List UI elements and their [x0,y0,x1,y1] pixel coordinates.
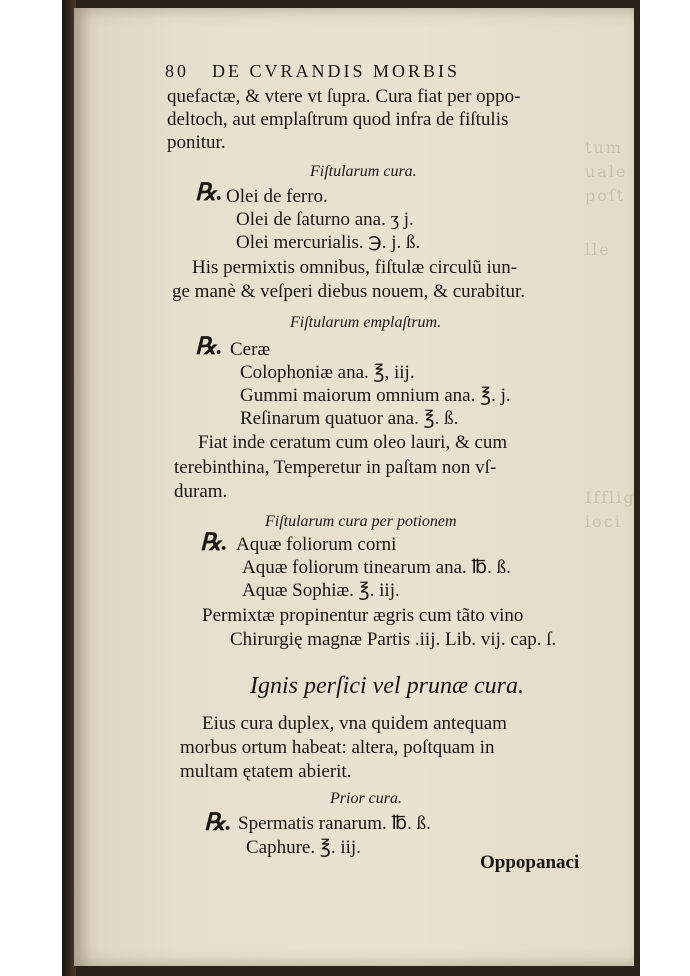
bleed-through-text: lle [585,240,611,259]
recipe-symbol: ℞. [195,334,223,360]
bleed-through-text: poſt [585,186,626,205]
body-line: duram. [174,481,228,502]
body-line: morbus ortum habeat: altera, poſtquam in [180,737,495,758]
body-line: Fiat inde ceratum cum oleo lauri, & cum [198,432,508,453]
page-number: 80 [165,61,189,81]
recipe-item: Olei de ferro. [226,186,328,207]
body-line: His permixtis omnibus, fiſtulæ circulũ iun- [192,257,518,278]
body-line: Chirurgię magnæ Partis .iij. Lib. vij. cap. ſ. [230,629,557,650]
body-line: multam ętatem abierit. [180,761,352,782]
subsection-heading: Prior cura. [330,790,402,807]
recipe-item: Caphure. ℥. iij. [246,837,361,858]
body-line: quefactæ, & vtere vt ſupra. Cura fiat per oppo- [167,86,521,107]
running-head: DE CVRANDIS MORBIS [212,61,461,81]
recipe-item: Olei mercurialis. ℈. j. ß. [236,232,421,253]
bleed-through-text: tum [585,138,623,157]
recipe-item: Ceræ [230,339,271,360]
recipe-symbol: ℞. [200,530,228,556]
bleed-through-text: Ifflig [585,488,636,507]
recipe-item: Olei de ſaturno ana. ʒ j. [236,209,414,230]
chapter-heading: Ignis perſici vel prunæ cura. [250,673,524,699]
catchword: Oppopanaci [480,852,580,873]
recipe-item: Aquæ foliorum tinearum ana. ℔. ß. [242,557,511,578]
bleed-through-text: uale [585,162,628,181]
bleed-through-text: ioci [585,512,622,531]
section-heading: Fiſtularum cura. [310,163,417,180]
recipe-symbol: ℞. [204,810,232,836]
body-line: ponitur. [167,132,226,153]
body-line: Eius cura duplex, vna quidem antequam [202,713,507,734]
recipe-item: Spermatis ranarum. ℔. ß. [238,813,431,834]
body-line: deltoch, aut emplaſtrum quod infra de fiſtulis [167,109,509,130]
body-line: terebinthina, Temperetur in paſtam non vſ- [174,457,497,478]
section-heading: Fiſtularum cura per potionem [265,513,457,530]
body-line: ge manè & veſperi diebus nouem, & curabitur. [172,281,525,302]
recipe-item: Aquæ Sophiæ. ℥. iij. [242,580,400,601]
recipe-item: Aquæ foliorum corni [236,534,397,555]
recipe-item: Gummi maiorum omnium ana. ℥. j. [240,385,511,406]
recipe-symbol: ℞. [195,180,223,206]
recipe-item: Colophoniæ ana. ℥, iij. [240,362,415,383]
section-heading: Fiſtularum emplaſtrum. [290,314,442,331]
recipe-item: Reſinarum quatuor ana. ℥. ß. [240,408,459,429]
body-line: Permixtæ propinentur ægris cum tãto vino [202,605,524,626]
